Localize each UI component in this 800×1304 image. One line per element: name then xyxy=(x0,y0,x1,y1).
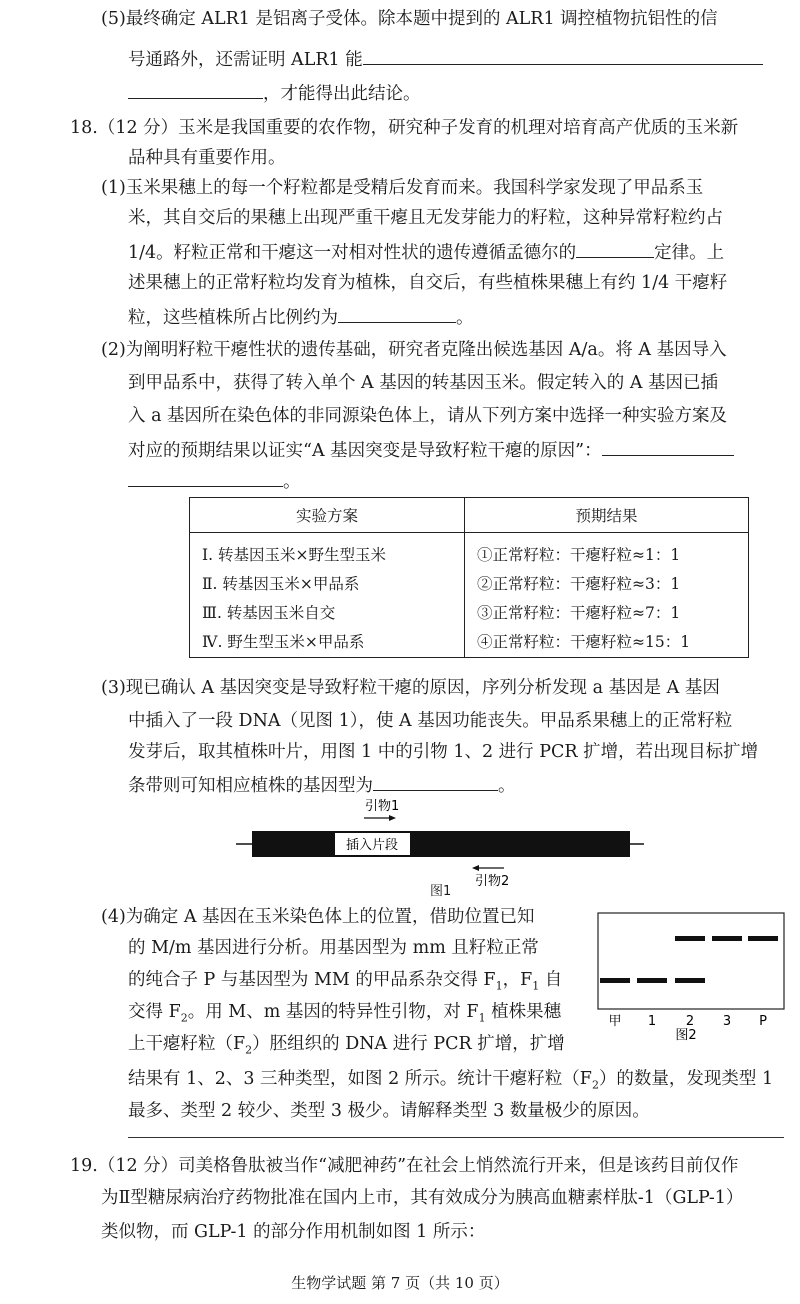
q18-3-line1: (3)现已确认 A 基因突变是导致籽粒干瘪的原因，序列分析发现 a 基因是 A 基因 xyxy=(101,678,720,698)
gel-band xyxy=(600,978,630,983)
table-plan-cell xyxy=(190,533,465,658)
q17-5-line3-text: ，才能得出此结论。 xyxy=(263,84,421,104)
answer-blank[interactable] xyxy=(128,468,283,487)
q18-4-line3-a: 的纯合子 P 与基因型为 MM 的甲品系杂交得 F xyxy=(128,970,496,990)
gel-frame xyxy=(598,913,784,1009)
subscript: 2 xyxy=(591,1078,599,1092)
q17-5-line2-text: 号通路外，还需证明 ALR1 能 xyxy=(128,50,363,70)
q18-1-line4: 述果穗上的正常籽粒均发育为植株，自交后，有些植株果穗上有约 1/4 干瘪籽 xyxy=(128,273,728,293)
gel-band xyxy=(748,936,778,941)
table-header-plan: 实验方案 xyxy=(190,498,465,533)
q18-4-line5-a: 上干瘪籽粒（F xyxy=(128,1034,246,1054)
q18-4-line6-b: ）的数量，发现类型 1 xyxy=(598,1069,774,1089)
result-option-2: ②正常籽粒：干瘪籽粒≈3：1 xyxy=(477,575,681,593)
q19-line1: 19.（12 分）司美格鲁肽被当作“减肥神药”在社会上悄然流行开来，但是该药目前仅作 xyxy=(70,1156,739,1176)
gene-a-bar xyxy=(252,831,630,857)
table-row xyxy=(190,533,749,658)
answer-blank[interactable] xyxy=(576,239,654,258)
q18-1-line3-tail: 定律。上 xyxy=(654,243,725,263)
plan-option-1: Ⅰ. 转基因玉米×野生型玉米 xyxy=(202,546,386,564)
gel-lane-label: 3 xyxy=(722,1014,732,1029)
table-header-result: 预期结果 xyxy=(465,498,749,533)
primer1-label: 引物1 xyxy=(365,799,400,814)
q18-2-line2: 到甲品系中，获得了转入单个 A 基因的转基因玉米。假定转入的 A 基因已插 xyxy=(128,373,719,393)
answer-blank[interactable] xyxy=(128,80,263,99)
answer-blank[interactable] xyxy=(363,46,763,65)
q18-4-line3-b: ，F xyxy=(502,970,533,990)
answer-blank[interactable] xyxy=(602,437,734,456)
q18-2-line5-tail: 。 xyxy=(283,472,301,492)
result-option-1: ①正常籽粒：干瘪籽粒≈1：1 xyxy=(477,546,681,564)
primer2-label: 引物2 xyxy=(475,874,510,889)
primer1-arrowhead xyxy=(389,815,396,821)
experiment-table xyxy=(189,497,749,658)
q18-1-line1: (1)玉米果穗上的每一个籽粒都是受精后发育而来。我国科学家发现了甲品系玉 xyxy=(101,178,704,198)
q18-2-line1: (2)为阐明籽粒干瘪性状的遗传基础，研究者克隆出候选基因 A/a。将 A 基因导入 xyxy=(101,340,727,360)
q17-5-line3 xyxy=(128,80,421,106)
gel-band xyxy=(675,936,705,941)
gel-band xyxy=(637,978,667,983)
q19-line3: 类似物，而 GLP-1 的部分作用机制如图 1 所示： xyxy=(101,1222,486,1242)
page-footer: 生物学试题 第 7 页（共 10 页） xyxy=(291,1274,509,1292)
q18-3-line4-tail: 。 xyxy=(498,776,516,796)
q18-4-line5 xyxy=(128,1032,565,1063)
q19-line2: 为Ⅱ型糖尿病治疗药物批准在国内上市，其有效成分为胰高血糖素样肽-1（GLP-1） xyxy=(101,1188,744,1208)
q18-4-line7: 最多、类型 2 较少、类型 3 极少。请解释类型 3 数量极少的原因。 xyxy=(128,1101,650,1121)
insert-fragment-label: 插入片段 xyxy=(345,838,399,853)
result-option-4: ④正常籽粒：干瘪籽粒≈15：1 xyxy=(477,633,691,651)
q18-intro-line2: 品种具有重要作用。 xyxy=(128,148,286,168)
q18-1-line3 xyxy=(128,239,724,265)
q18-3-line2: 中插入了一段 DNA（见图 1），使 A 基因功能丧失。甲品系果穗上的正常籽粒 xyxy=(128,711,733,731)
gel-band xyxy=(675,978,705,983)
q18-4-line1: (4)为确定 A 基因在玉米染色体上的位置，借助位置已知 xyxy=(101,907,535,927)
subscript: 1 xyxy=(532,979,540,993)
q17-5-line1: (5)最终确定 ALR1 是铝离子受体。除本题中提到的 ALR1 调控植物抗铝性的信 xyxy=(101,9,718,29)
q18-4-line4-c: 植株果穗 xyxy=(485,1002,562,1022)
figure-2-gel xyxy=(597,912,787,1047)
q18-2-line3: 入 a 基因所在染色体的非同源染色体上，请从下列方案中选择一种实验方案及 xyxy=(128,406,728,426)
q18-4-line4-a: 交得 F xyxy=(128,1002,181,1022)
q18-4-line5-b: ）胚组织的 DNA 进行 PCR 扩增，扩增 xyxy=(252,1034,565,1054)
q18-4-line3-c: 自 xyxy=(539,970,563,990)
gel-lane-label: 甲 xyxy=(608,1014,622,1029)
plan-option-3: Ⅲ. 转基因玉米自交 xyxy=(202,604,336,622)
table-result-cell xyxy=(465,533,749,658)
answer-blank[interactable] xyxy=(338,304,456,323)
plan-option-2: Ⅱ. 转基因玉米×甲品系 xyxy=(202,575,360,593)
q18-4-line4-b: 。用 M、m 基因的特异性引物，对 F xyxy=(187,1002,479,1022)
q18-1-line5 xyxy=(128,304,474,330)
table-header-row xyxy=(190,498,749,533)
primer2-arrowhead xyxy=(472,865,479,871)
q18-2-line5 xyxy=(128,468,301,494)
plan-option-4: Ⅳ. 野生型玉米×甲品系 xyxy=(202,633,365,651)
result-option-3: ③正常籽粒：干瘪籽粒≈7：1 xyxy=(477,604,681,622)
q18-4-line6-a: 结果有 1、2、3 三种类型，如图 2 所示。统计干瘪籽粒（F xyxy=(128,1069,592,1089)
gel-lane-label: 1 xyxy=(647,1014,657,1029)
q18-1-line3-text: 1/4。籽粒正常和干瘪这一对相对性状的遗传遵循孟德尔的 xyxy=(128,243,577,263)
q18-4-line6 xyxy=(128,1067,773,1098)
figure-1-caption: 图1 xyxy=(430,884,452,899)
q18-2-line4 xyxy=(128,437,734,463)
q18-4-line4 xyxy=(128,1000,561,1031)
gel-lane-label: 2 xyxy=(685,1014,695,1029)
subscript: 2 xyxy=(245,1043,253,1057)
subscript: 2 xyxy=(180,1011,188,1025)
q18-3-line4-text: 条带则可知相应植株的基因型为 xyxy=(128,776,373,796)
q18-4-line3 xyxy=(128,968,562,999)
subscript: 1 xyxy=(478,1011,486,1025)
gel-lane-label: P xyxy=(759,1014,767,1029)
q18-2-line4-text: 对应的预期结果以证实“A 基因突变是导致籽粒干瘪的原因”： xyxy=(128,441,602,461)
q18-intro-line1: 18.（12 分）玉米是我国重要的农作物，研究种子发育的机理对培育高产优质的玉米新 xyxy=(70,118,739,138)
q18-1-line5-tail: 。 xyxy=(456,308,474,328)
section-divider xyxy=(128,1137,784,1138)
q18-1-line2: 米，其自交后的果穗上出现严重干瘪且无发芽能力的籽粒，这种异常籽粒约占 xyxy=(128,208,723,228)
subscript: 1 xyxy=(495,979,503,993)
q18-1-line5-text: 粒，这些植株所占比例约为 xyxy=(128,308,338,328)
q18-4-line2: 的 M/m 基因进行分析。用基因型为 mm 且籽粒正常 xyxy=(128,938,539,958)
q17-5-line2 xyxy=(128,46,763,72)
gel-band xyxy=(712,936,742,941)
q18-3-line3: 发芽后，取其植株叶片，用图 1 中的引物 1、2 进行 PCR 扩增，若出现目标扩增 xyxy=(128,742,759,762)
figure-2-caption: 图2 xyxy=(675,1028,697,1043)
answer-blank[interactable] xyxy=(373,772,498,791)
